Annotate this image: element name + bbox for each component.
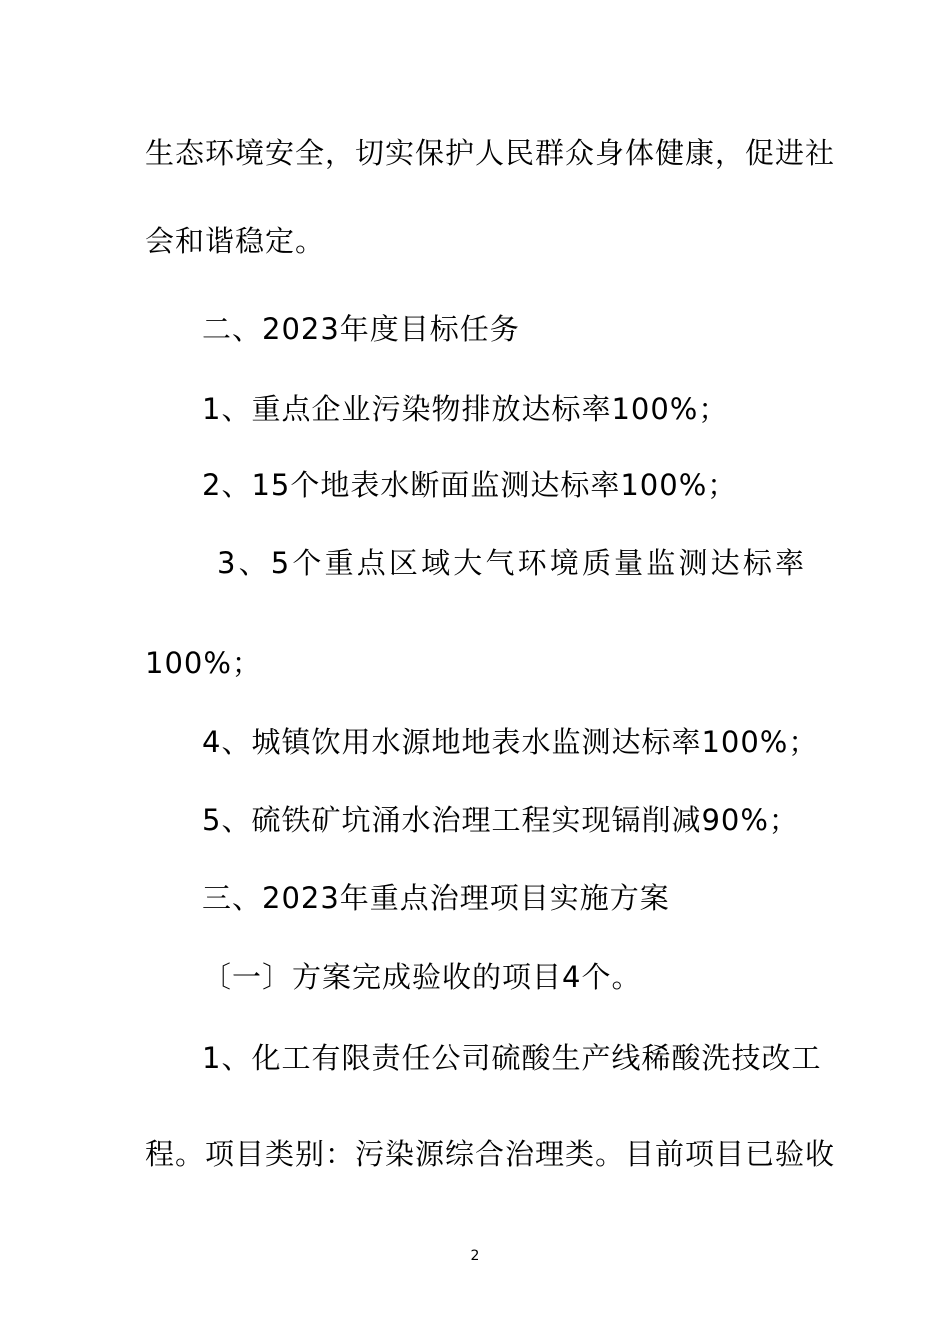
paragraph-line: 会和谐稳定。 [145,224,326,258]
list-item: 5、硫铁矿坑涌水治理工程实现镉削减90%； [202,803,799,837]
list-item: 4、城镇饮用水源地地表水监测达标率100%； [202,725,819,759]
list-item-continuation: 100%； [145,646,262,680]
paragraph-line: 程。项目类别：污染源综合治理类。目前项目已验收 [145,1137,836,1171]
list-item: 3、5个重点区域大气环境质量监测达标率 [217,546,805,580]
list-item: 2、15个地表水断面监测达标率100%； [202,468,738,502]
paragraph-line: 生态环境安全，切实保护人民群众身体健康，促进社 [145,136,836,170]
paragraph-line: 1、化工有限责任公司硫酸生产线稀酸洗技改工 [202,1041,822,1075]
section-heading: 三、2023年重点治理项目实施方案 [202,881,670,915]
section-heading: 二、2023年度目标任务 [202,312,520,346]
subsection-heading: 〔一〕方案完成验收的项目4个。 [202,960,642,994]
page-number: 2 [470,1248,480,1264]
list-item: 1、重点企业污染物排放达标率100%； [202,392,729,426]
